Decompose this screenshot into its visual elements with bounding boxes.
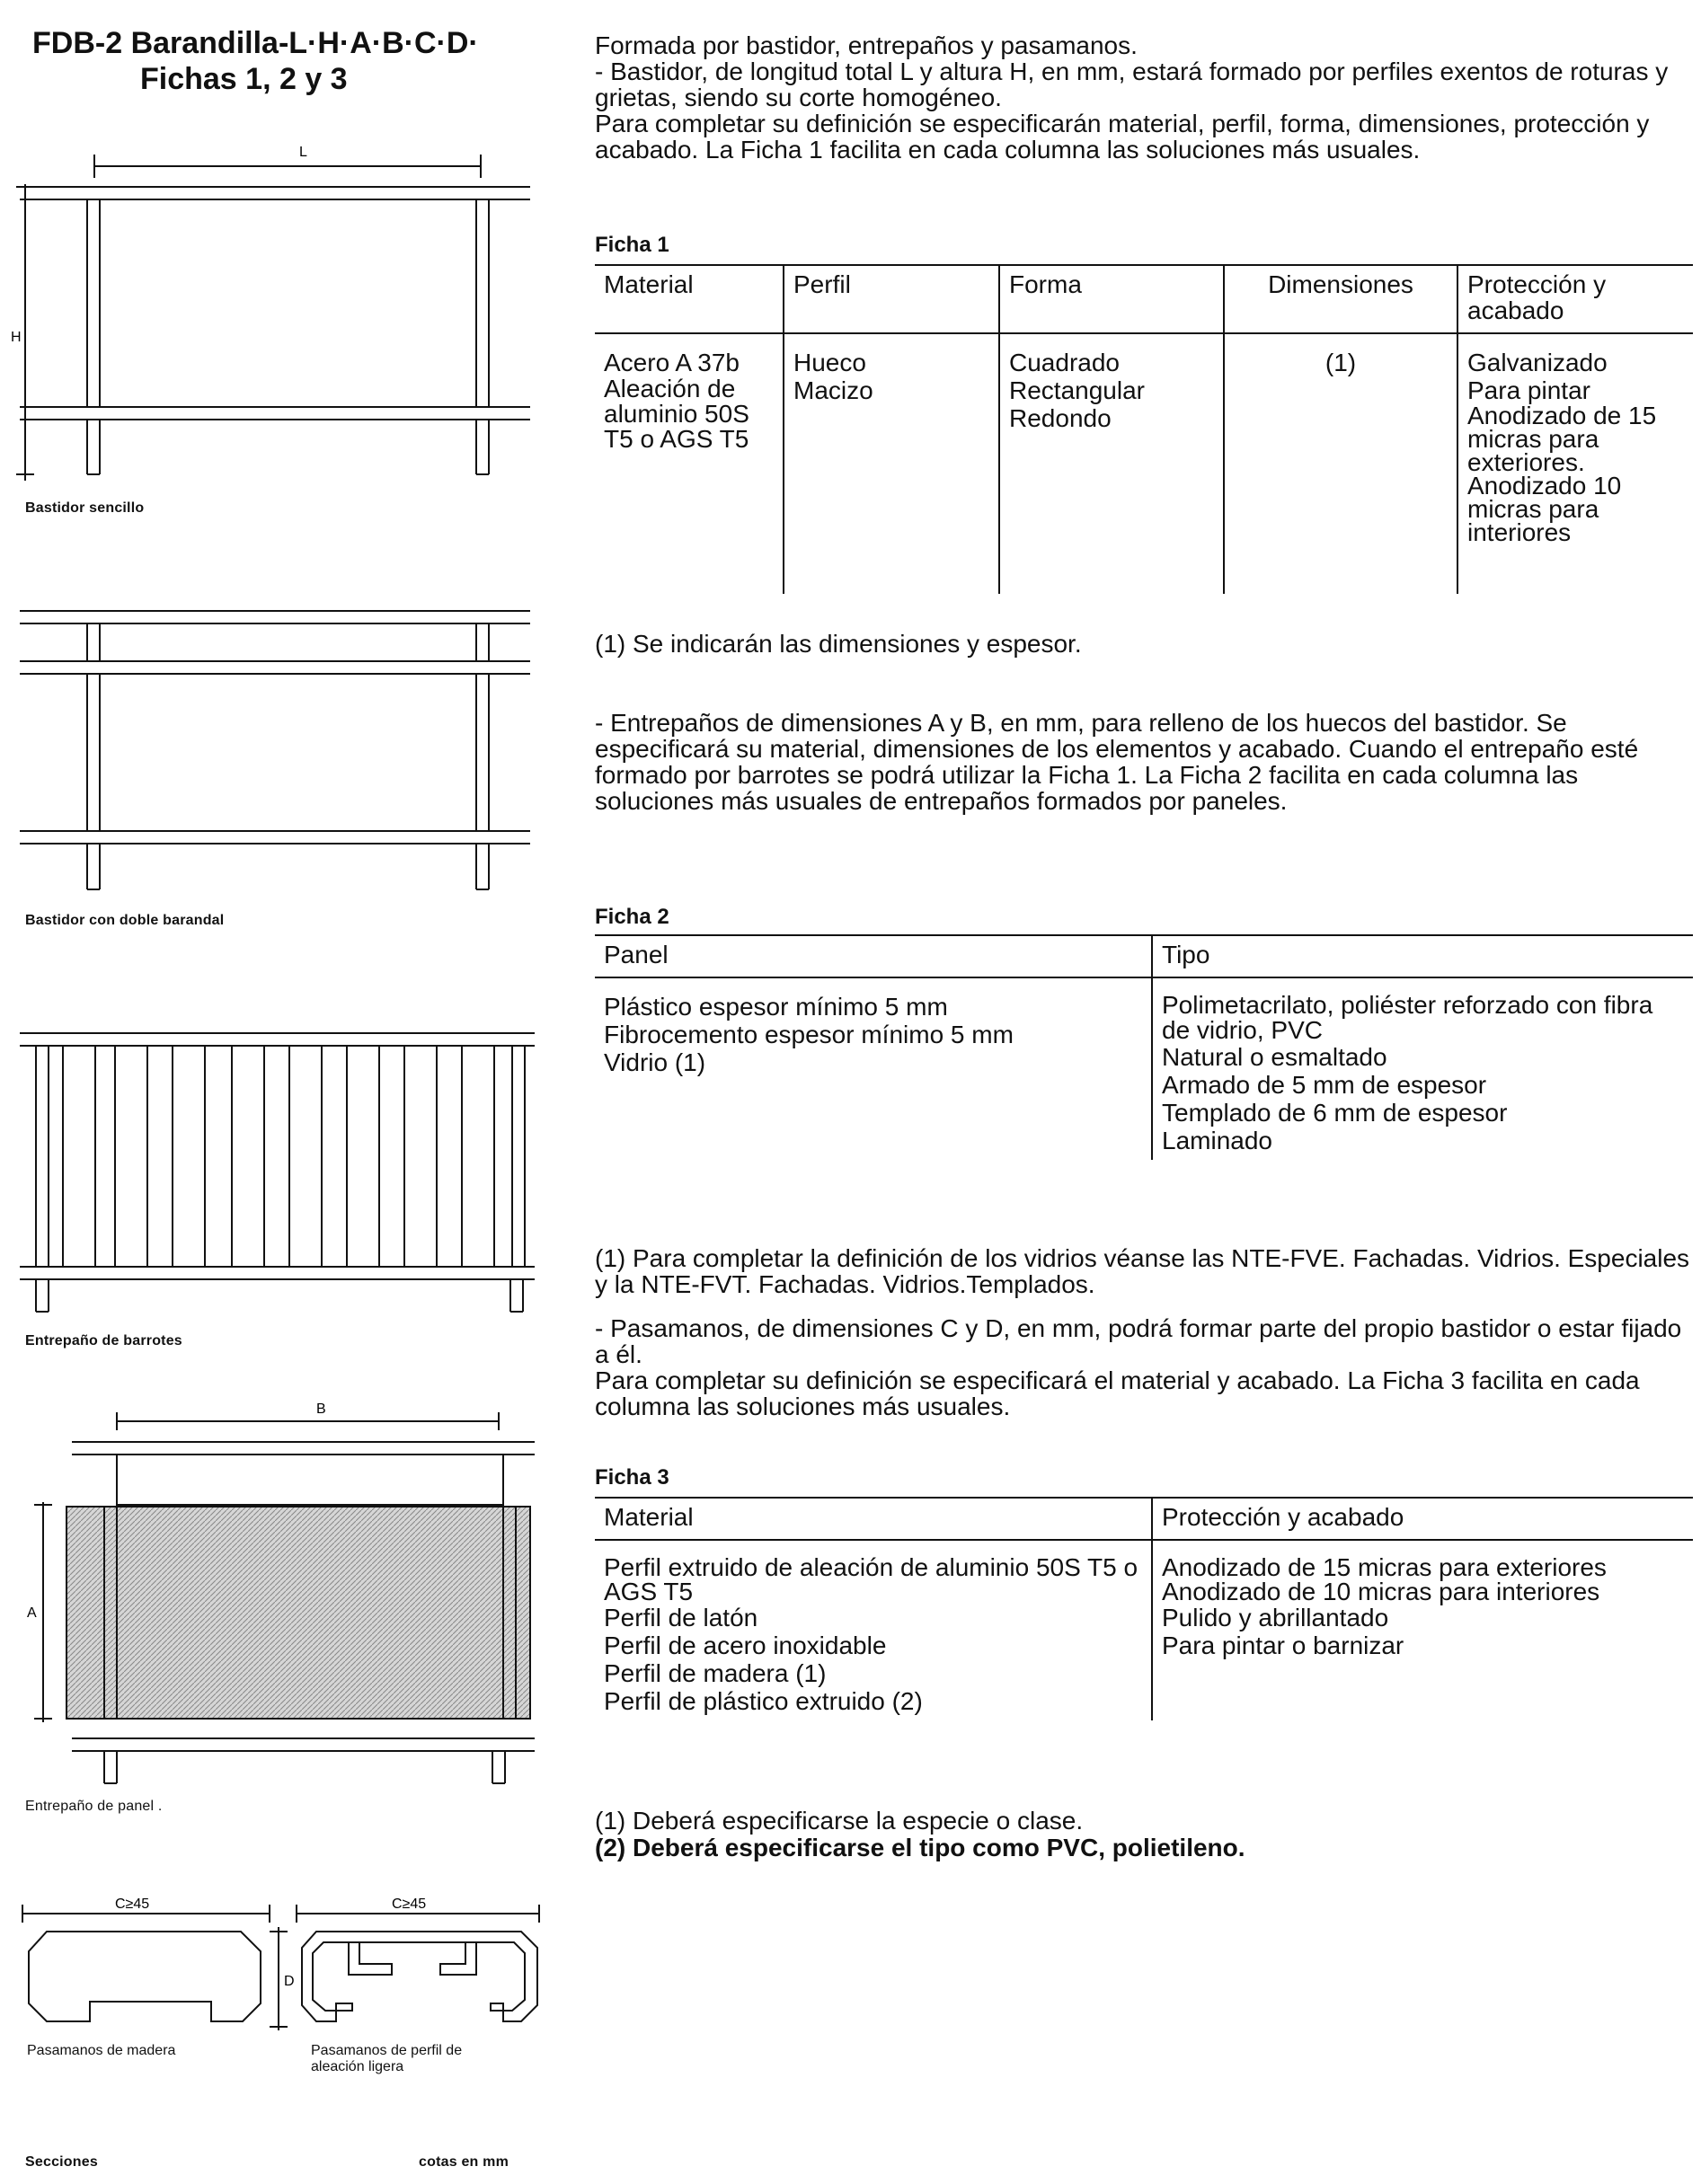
pasamanos-p1: - Pasamanos, de dimensiones C y D, en mm, podrá formar parte del propio bastidor o estar fijado a él. — [595, 1314, 1682, 1368]
ficha3-header: Protección y acabado — [1152, 1498, 1693, 1540]
caption-pasamanos-metal-2: aleación ligera — [311, 2059, 404, 2074]
ficha3-material — [595, 1540, 1152, 1720]
ficha1-cell: Anodizado de 15 micras para exteriores. — [1467, 402, 1657, 476]
ficha2-tipo — [1152, 977, 1693, 1160]
ficha1-cell: Redondo — [1009, 404, 1112, 432]
ficha1-cell: Rectangular — [1009, 376, 1145, 404]
ficha1-cell: (1) — [1324, 349, 1357, 376]
ficha1-cell: Macizo — [793, 376, 873, 404]
ficha2-header: Tipo — [1152, 935, 1693, 977]
page-header — [32, 25, 479, 97]
panel-drawing — [0, 1397, 557, 1792]
ficha2-cell: Laminado — [1162, 1127, 1272, 1154]
ficha1-note: (1) Se indicarán las dimensiones y espesor. — [595, 630, 1082, 658]
ficha1-title: Ficha 1 — [595, 233, 669, 257]
caption-panel: Entrepaño de panel . — [25, 1799, 163, 1814]
ficha3-header-row — [595, 1498, 1693, 1540]
ficha3-cell: Perfil extruido de aleación de aluminio 50S T5 o AGS T5 — [604, 1553, 1138, 1605]
ficha1-cell: Para pintar — [1467, 376, 1590, 404]
ficha1-header: Dimensiones — [1224, 265, 1457, 333]
header-code: FDB-2 — [32, 26, 123, 60]
caption-secciones: Secciones — [25, 2154, 98, 2170]
ficha3-proteccion — [1152, 1540, 1693, 1720]
ficha1-cell: Anodizado 10 micras para interiores — [1467, 472, 1622, 546]
ficha1-proteccion — [1457, 333, 1693, 594]
ficha1-material — [595, 333, 784, 594]
ficha3-cell: Anodizado de 15 micras para exteriores — [1162, 1553, 1607, 1581]
ficha2-title: Ficha 2 — [595, 905, 669, 929]
ficha2-panel — [595, 977, 1152, 1160]
ficha1-cell: Aleación de aluminio 50S T5 o AGS T5 — [604, 375, 749, 453]
ficha1-header: Protección y acabado — [1457, 265, 1693, 333]
ficha3-header: Material — [604, 1503, 694, 1531]
intro-block — [595, 32, 1693, 163]
caption-bastidor-sencillo: Bastidor sencillo — [25, 500, 145, 516]
caption-pasamanos-madera: Pasamanos de madera — [27, 2043, 176, 2058]
pasamanos-p2: Para completar su definición se especificará el material y acabado. La Ficha 3 facilita en cada columna las soluciones más usuales. — [595, 1366, 1640, 1420]
ficha3-table-wrap — [595, 1497, 1693, 1720]
label-B: B — [316, 1401, 326, 1417]
figure-panel — [0, 1397, 557, 1792]
intro-p1: Formada por bastidor, entrepaños y pasamanos. — [595, 31, 1138, 59]
header-title: Barandilla-L·H·A·B·C·D· — [130, 26, 479, 60]
ficha2-cell: Fibrocemento espesor mínimo 5 mm — [604, 1021, 1014, 1048]
ficha3-note1: (1) Deberá especificarse la especie o clase. — [595, 1807, 1084, 1835]
label-L: L — [299, 145, 307, 160]
ficha1-header-row — [595, 265, 1693, 333]
dim-right: C≥45 — [392, 1897, 427, 1912]
ficha3-cell: Pulido y abrillantado — [1162, 1604, 1389, 1631]
ficha2-table — [595, 934, 1693, 1160]
ficha2-header: Panel — [604, 941, 669, 968]
ficha1-cell: Galvanizado — [1467, 349, 1608, 376]
header-subtitle: Fichas 1, 2 y 3 — [140, 62, 348, 96]
figure-barrotes — [0, 1024, 557, 1321]
ficha2-cell: Armado de 5 mm de espesor — [1162, 1071, 1487, 1099]
caption-doble-barandal: Bastidor con doble barandal — [25, 913, 225, 928]
label-A: A — [27, 1605, 37, 1621]
dim-left: C≥45 — [115, 1897, 150, 1912]
ficha1-row — [595, 333, 1693, 594]
ficha1-cell: Acero A 37b — [604, 349, 740, 376]
pasamanos-block — [595, 1315, 1693, 1419]
ficha2-cell: Templado de 6 mm de espesor — [1162, 1099, 1508, 1127]
ficha2-table-wrap — [595, 934, 1693, 1160]
ficha1-forma — [999, 333, 1224, 594]
ficha3-title: Ficha 3 — [595, 1465, 669, 1490]
doble-barandal-drawing — [0, 593, 557, 898]
caption-pasamanos-metal-1: Pasamanos de perfil de — [311, 2043, 463, 2058]
ficha3-cell: Perfil de latón — [604, 1604, 758, 1631]
figure-bastidor-sencillo — [0, 135, 557, 494]
ficha1-header: Perfil — [784, 265, 999, 333]
ficha3-row — [595, 1540, 1693, 1720]
ficha1-dimensiones — [1224, 333, 1457, 594]
ficha2-cell: Natural o esmaltado — [1162, 1043, 1387, 1071]
ficha2-row — [595, 977, 1693, 1160]
panel-infill — [66, 1507, 530, 1719]
ficha1-header: Material — [604, 270, 694, 298]
ficha2-header-row — [595, 935, 1693, 977]
ficha3-cell: Perfil de plástico extruido (2) — [604, 1687, 923, 1715]
ficha3-cell: Perfil de acero inoxidable — [604, 1631, 887, 1659]
left-column — [0, 0, 557, 2184]
intro-p3: Para completar su definición se especificarán material, perfil, forma, dimensiones, protección y acabado. La Ficha 1 facilita en cada columna las soluciones más usuales. — [595, 110, 1650, 164]
ficha1-header: Forma — [999, 265, 1224, 333]
ficha3-note2: (2) Deberá especificarse el tipo como PVC, polietileno. — [595, 1834, 1245, 1861]
ficha2-note: (1) Para completar la definición de los vidrios véanse las NTE-FVE. Fachadas. Vidrios. Especiales y la NTE-FVT. Fachadas. Vidrios.Templados. — [595, 1244, 1690, 1298]
ficha3-cell: Perfil de madera (1) — [604, 1659, 827, 1687]
caption-cotas: cotas en mm — [419, 2154, 509, 2170]
ficha1-cell: Cuadrado — [1009, 349, 1120, 376]
bastidor-sencillo-drawing — [0, 135, 557, 494]
ficha1-cell: Hueco — [793, 349, 866, 376]
ficha3-cell: Para pintar o barnizar — [1162, 1631, 1404, 1659]
intro-p2: - Bastidor, de longitud total L y altura H, en mm, estará formado por perfiles exentos de roturas y grietas, siendo su corte homogéneo. — [595, 57, 1669, 111]
ficha3-cell: Anodizado de 10 micras para interiores — [1162, 1578, 1600, 1605]
figure-doble-barandal — [0, 593, 557, 898]
ficha1-table-wrap — [595, 264, 1693, 594]
ficha2-cell: Plástico espesor mínimo 5 mm — [604, 993, 948, 1021]
ficha2-cell: Polimetacrilato, poliéster reforzado con fibra de vidrio, PVC — [1162, 991, 1653, 1044]
ficha3-table — [595, 1497, 1693, 1720]
entrepanos-text: - Entrepaños de dimensiones A y B, en mm, para relleno de los huecos del bastidor. Se especificará su material, dimensiones de los elementos y acabado. Cuando el entrepaño esté formado por barrotes se podrá utilizar la Ficha 1. La Ficha 2 facilita en cada columna las soluciones más usuales de entrepaños formados por paneles. — [595, 709, 1639, 815]
ficha1-perfil — [784, 333, 999, 594]
barrotes-drawing — [0, 1024, 557, 1321]
label-D: D — [284, 1974, 295, 1989]
ficha1-table — [595, 264, 1693, 594]
label-H: H — [11, 330, 22, 345]
caption-barrotes: Entrepaño de barrotes — [25, 1333, 182, 1348]
ficha2-cell: Vidrio (1) — [604, 1048, 706, 1076]
